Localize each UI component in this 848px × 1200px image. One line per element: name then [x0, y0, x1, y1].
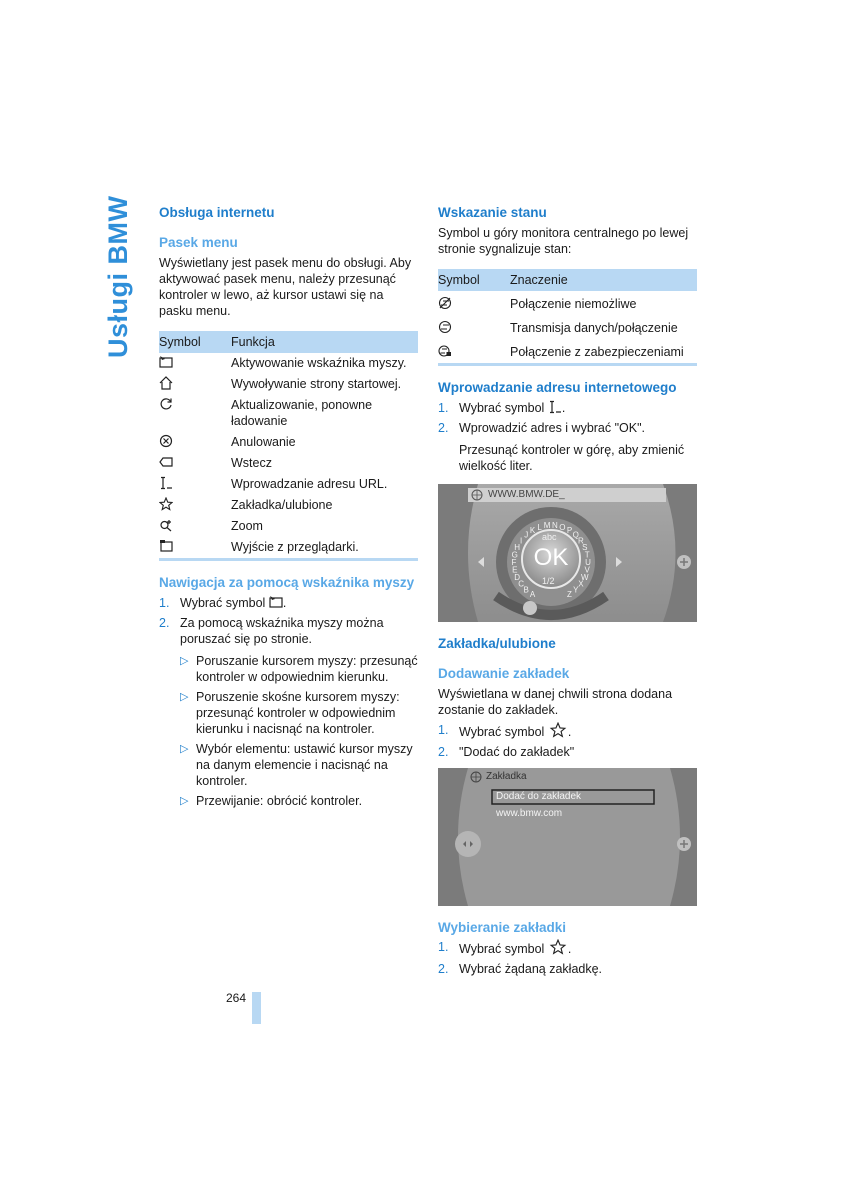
speller-letter[interactable]: M — [543, 521, 551, 531]
step-end: . — [282, 596, 287, 610]
speller-letter[interactable]: A — [529, 590, 536, 599]
speller-letter[interactable]: J — [524, 530, 529, 540]
speller-letter[interactable]: D — [514, 573, 521, 582]
url-input-icon — [548, 400, 562, 414]
speller-letter[interactable]: S — [582, 543, 588, 552]
table-row — [159, 474, 418, 495]
list-item: ▷ Wybór elementu: ustawić kursor myszy na danym elemencie i nacisnąć na kontroler. — [180, 742, 413, 788]
globe-icon — [470, 771, 482, 783]
bullet-text: Poruszenie skośne kursorem myszy: przesunąć kontroler w odpowiednim kierunku i nacisnąć na kontroler. — [196, 690, 400, 736]
zoom-icon — [159, 518, 173, 532]
list-item: ▷ Poruszenie skośne kursorem myszy: przesunąć kontroler w odpowiednim kierunku i nacisnąć na kontroler. — [180, 690, 400, 736]
left-column — [159, 205, 418, 813]
right-column — [438, 205, 697, 981]
table-row — [159, 516, 418, 537]
table-row — [438, 315, 697, 339]
row-text: Wywoływanie strony startowej. — [231, 377, 402, 391]
speller-letter[interactable]: P — [566, 526, 573, 535]
side-title: Usługi BMW — [103, 196, 133, 359]
speller-letter[interactable]: C — [518, 579, 524, 589]
step-note: Przesunąć kontroler w górę, aby zmienić wielkość liter. — [459, 443, 685, 473]
list-item — [438, 400, 697, 416]
internet-heading: Obsługa internetu — [159, 205, 275, 220]
bullet-text: Poruszanie kursorem myszy: przesunąć kontroler w odpowiednim kierunku. — [196, 654, 418, 684]
step-end: . — [561, 401, 566, 415]
adding-bookmarks-text: Wyświetlana w danej chwili strona dodana zostanie do zakładek. — [438, 687, 673, 717]
list-item: ▷ Przewijanie: obrócić kontroler. — [180, 794, 363, 808]
navigation-bullets — [180, 653, 418, 809]
col-meaning: Znaczenie — [510, 269, 697, 291]
step-number: 1. — [438, 401, 449, 415]
bullet-text: Przewijanie: obrócić kontroler. — [196, 794, 363, 808]
mouse-pointer-icon — [269, 595, 283, 609]
table-row — [159, 453, 418, 474]
globe-icon — [471, 489, 483, 501]
step-text: Wybrać żądaną zakładkę. — [459, 962, 603, 976]
speller-letter[interactable]: B — [523, 585, 529, 595]
table-row — [159, 432, 418, 453]
step-text: Wybrać symbol — [459, 401, 545, 415]
speller-letter[interactable]: X — [578, 579, 584, 589]
adding-steps — [438, 722, 697, 760]
step-text: Wybrać symbol — [459, 725, 545, 739]
row-text: Anulowanie — [231, 435, 296, 449]
step-number: 2. — [438, 745, 449, 759]
step-text: Za pomocą wskaźnika myszy można poruszać się po stronie. — [180, 616, 384, 646]
star-icon — [548, 939, 568, 955]
selecting-steps — [438, 939, 697, 977]
speller-letter[interactable]: R — [578, 536, 584, 546]
table-row — [438, 339, 697, 365]
col-symbol: Symbol — [438, 269, 510, 291]
exit-browser-icon — [159, 539, 173, 553]
menu-bar-text: Wyświetlany jest pasek menu do obsługi. Aby aktywować pasek menu, należy przesunąć kontroler w lewo, aż kursor ustawi się na pasku menu. — [159, 256, 412, 318]
step-text: Wybrać symbol — [180, 596, 266, 610]
col-function: Funkcja — [231, 331, 418, 353]
step-end: . — [567, 725, 572, 739]
adding-bookmarks-heading: Dodawanie zakładek — [438, 666, 570, 681]
bookmarks-screenshot — [438, 768, 697, 906]
home-icon — [159, 376, 173, 390]
step-text: Wybrać symbol — [459, 942, 545, 956]
col-symbol: Symbol — [159, 331, 231, 353]
table-row — [159, 495, 418, 516]
page-number: 264 — [226, 991, 247, 1005]
row-text: Zoom — [231, 519, 263, 533]
speller-letter[interactable]: N — [552, 521, 558, 531]
bullet-text: Wybór elementu: ustawić kursor myszy na danym elemencie i nacisnąć na kontroler. — [196, 742, 413, 788]
list-item — [438, 420, 697, 474]
table-row — [159, 395, 418, 432]
speller-letter[interactable]: O — [559, 522, 566, 532]
speller-letter[interactable]: V — [584, 565, 590, 575]
mouse-pointer-icon — [159, 355, 173, 369]
speller-letter[interactable]: E — [512, 565, 518, 575]
step-text: "Dodać do zakładek" — [459, 745, 575, 759]
back-icon — [159, 455, 173, 469]
row-text: Wstecz — [231, 456, 272, 470]
row-text: Aktywowanie wskaźnika myszy. — [231, 356, 407, 370]
speller-letter[interactable]: Y — [573, 585, 579, 595]
table-row — [159, 353, 418, 374]
selecting-bookmark-heading: Wybieranie zakładki — [438, 920, 567, 935]
row-text: Połączenie niemożliwe — [510, 297, 637, 311]
status-text: Symbol u góry monitora centralnego po lewej stronie sygnalizuje stan: — [438, 226, 689, 256]
row-text: Transmisja danych/połączenie — [510, 321, 678, 335]
menu-bar-heading: Pasek menu — [159, 235, 238, 250]
data-transfer-icon — [438, 320, 452, 334]
table-row — [438, 291, 697, 315]
status-symbol-table — [438, 269, 697, 366]
speller-letter[interactable]: F — [511, 558, 517, 567]
step-number: 2. — [438, 962, 449, 976]
list-item: ▷ Poruszanie kursorem myszy: przesunąć kontroler w odpowiednim kierunku. — [180, 654, 418, 684]
row-text: Wyjście z przeglądarki. — [231, 540, 359, 554]
speller-page-label: 1/2 — [542, 576, 555, 586]
navigation-steps — [159, 595, 418, 809]
speller-abc-label: abc — [542, 532, 557, 542]
list-item — [438, 744, 697, 760]
speller-letter[interactable]: G — [511, 550, 518, 560]
bookmarks-heading: Zakładka/ulubione — [438, 636, 556, 651]
step-number: 2. — [159, 616, 170, 630]
speller-letter[interactable]: U — [585, 558, 591, 567]
address-steps — [438, 400, 697, 474]
speller-letter[interactable]: L — [537, 522, 542, 532]
star-icon — [159, 497, 173, 511]
row-text: Zakładka/ulubione — [231, 498, 333, 512]
step-end: . — [567, 942, 572, 956]
list-item — [438, 961, 697, 977]
bookmarks-screen-item-selected[interactable]: Dodać do zakładek — [496, 791, 582, 802]
menu-symbol-table — [159, 331, 418, 561]
url-input-icon — [159, 476, 173, 490]
step-number: 1. — [438, 723, 449, 737]
bookmarks-screen-item-url[interactable]: www.bmw.com — [496, 808, 563, 819]
bookmarks-screen-title: Zakładka — [486, 771, 527, 782]
page-marker-bar — [252, 992, 261, 1024]
refresh-icon — [159, 397, 173, 411]
step-number: 1. — [159, 596, 170, 610]
list-item — [159, 615, 418, 809]
speller-letter[interactable]: K — [529, 526, 536, 535]
speller-screenshot — [438, 484, 697, 622]
step-text: Wprowadzić adres i wybrać "OK". — [459, 421, 646, 435]
speller-letter[interactable]: T — [584, 550, 590, 560]
cancel-icon — [159, 434, 173, 448]
star-icon — [548, 722, 568, 738]
list-item — [159, 595, 418, 611]
row-text: Połączenie z zabezpieczeniami — [510, 345, 684, 359]
bookmarks-screen-graphic — [438, 768, 697, 906]
list-item — [438, 939, 697, 957]
speller-letter[interactable]: W — [581, 573, 589, 582]
speller-letter[interactable]: I — [519, 536, 523, 546]
secure-connection-icon — [438, 344, 452, 358]
step-number: 1. — [438, 940, 449, 954]
navigation-heading: Nawigacja za pomocą wskaźnika myszy — [159, 575, 415, 590]
table-row — [159, 537, 418, 560]
speller-letter[interactable]: H — [514, 543, 521, 552]
speller-url: WWW.BMW.DE_ — [488, 489, 565, 500]
list-item — [438, 722, 697, 740]
address-heading: Wprowadzanie adresu internetowego — [438, 380, 677, 395]
table-row — [159, 374, 418, 395]
speller-letter[interactable]: Z — [567, 590, 572, 599]
no-connection-icon — [438, 296, 452, 310]
step-number: 2. — [438, 421, 449, 435]
row-text: Aktualizowanie, ponowne ładowanie — [231, 398, 373, 428]
speller-ok-label: OK — [533, 544, 569, 571]
row-text: Wprowadzanie adresu URL. — [231, 477, 388, 491]
status-heading: Wskazanie stanu — [438, 205, 547, 220]
speller-letter[interactable]: Q — [572, 530, 579, 540]
